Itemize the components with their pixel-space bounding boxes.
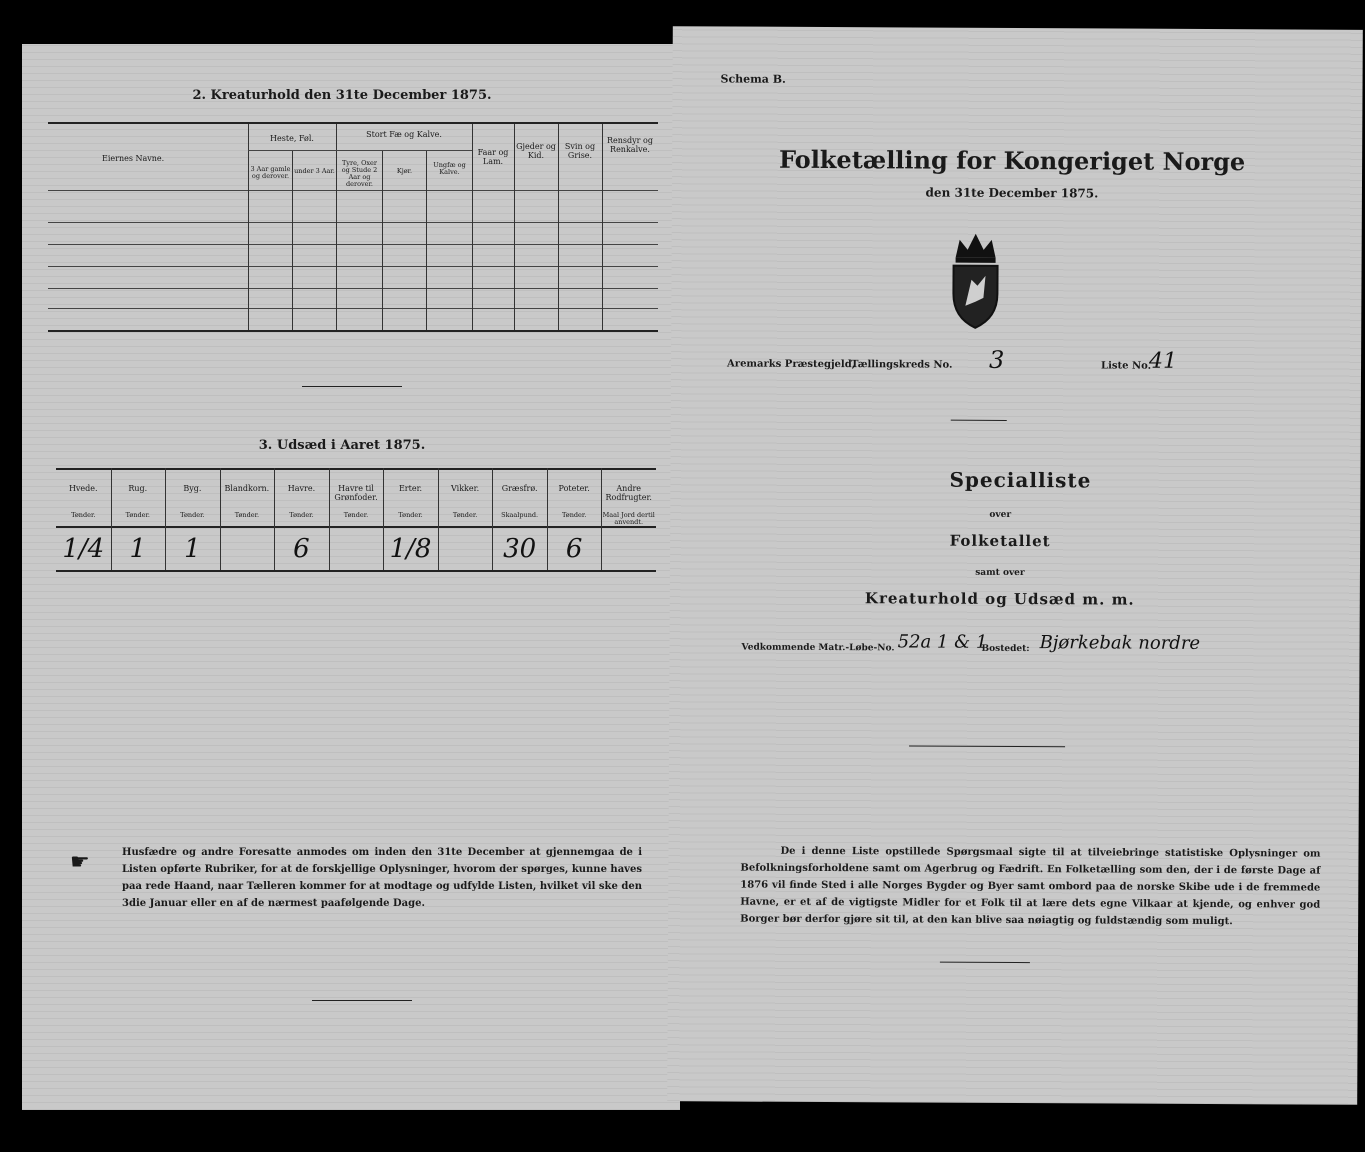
right-page: [667, 26, 1363, 1105]
udsaed-column-unit: Tønder.: [398, 511, 423, 519]
udsaed-column-unit: Tønder.: [125, 511, 150, 519]
matr-label: Vedkommende Matr.-Løbe-No.: [741, 642, 895, 654]
table2-row-line: [48, 244, 658, 245]
coat-of-arms-icon: [947, 228, 1004, 332]
col-line: [336, 124, 337, 330]
list-value: 41: [1149, 348, 1178, 374]
parish-label: Aremarks Præstegjeld,: [727, 358, 856, 371]
udsaed-column-header: Poteter.: [558, 484, 590, 493]
udsaed-value: 6: [565, 534, 583, 564]
udsaed-column-unit: Tønder.: [561, 511, 587, 519]
col-line: [426, 150, 427, 330]
gjeder-header: Gjeder og Kid.: [516, 142, 556, 160]
kreaturhold-label: Kreaturhold og Udsæd m. m.: [864, 589, 1135, 609]
bostedet-value: Bjørkebak nordre: [1039, 632, 1201, 654]
samt-over-label: samt over: [975, 567, 1025, 579]
district-label: Tællingskreds No.: [851, 359, 953, 371]
table2-row-line: [48, 266, 658, 267]
udsaed-column-unit: Tønder.: [452, 511, 478, 519]
table2-row-line: [48, 308, 658, 309]
stort-group-header: Stort Fæ og Kalve.: [366, 130, 442, 139]
owner-header: Eiernes Navne.: [102, 154, 165, 163]
district-value: 3: [989, 345, 1005, 374]
col-line: [382, 150, 383, 330]
col-line: [292, 150, 293, 330]
udsaed-column-unit: Tønder.: [234, 511, 260, 519]
udsaed-column-header: Græsfrø.: [501, 484, 538, 493]
udsaed-value: 1: [129, 534, 147, 564]
heste-under3-header: under 3 Aar.: [294, 167, 335, 175]
ungfae-header: Ungfæ og Kalve.: [433, 161, 466, 176]
table2-row-line: [48, 288, 658, 289]
matr-value: 52a 1 & 1: [897, 631, 988, 653]
group-rule: [248, 150, 472, 151]
faar-header: Faar og Lam.: [477, 148, 509, 166]
heste-group-header: Heste, Føl.: [270, 134, 314, 143]
udsaed-column-unit: Tønder.: [71, 511, 96, 519]
divider: [951, 420, 1007, 421]
main-title: Folketælling for Kongeriget Norge: [778, 144, 1246, 177]
udsaed-column-unit: Tønder.: [343, 511, 369, 519]
heste-3aar-header: 3 Aar gamle og derover.: [250, 165, 291, 180]
col-line: [248, 124, 249, 330]
divider: [940, 962, 1030, 963]
udsaed-value: 1: [184, 534, 201, 564]
udsaed-column-unit: Tønder.: [289, 511, 314, 519]
udsaed-column-header: Hvede.: [68, 484, 98, 493]
udsaed-column-header: Havre til Grønfoder.: [334, 484, 378, 502]
divider: [909, 745, 1065, 747]
udsaed-column-header: Andre Rodfrugter.: [605, 484, 652, 502]
col-line: [602, 124, 603, 330]
udsaed-column-header: Rug.: [128, 484, 148, 493]
tyre-header: Tyre, Oxer og Stude 2 Aar og derover.: [341, 159, 378, 188]
table3-header-rule: [56, 526, 656, 528]
census-date: den 31te December 1875.: [925, 185, 1099, 201]
udsaed-column-header: Vikker.: [451, 484, 480, 493]
section2-title: 2. Kreaturhold den 31te December 1875.: [192, 88, 492, 103]
pointing-hand-icon: ☛: [70, 850, 90, 875]
info-paragraph: De i denne Liste opstillede Spørgsmaal sigte til at tilveiebringe statistiske Oplysninger om Befolkningsforholdene samt om Agerbrug og Fædrift. En Folketælling som den, der i de første Dage af 1876 vil finde Sted i alle Norges Bygder og Byer samt ombord paa de norske Skibe ude i de fremmede Havne, er et af de vigtigste Midler for et Folk til at lære dets egne Vilkaar at kjende, og enhver god Borger bør derfor gjøre sit til, at den kan blive saa nøiagtig og fuldstændig som muligt.: [740, 845, 1321, 928]
udsaed-column-unit: Skaalpund.: [501, 511, 539, 519]
udsaed-column-header: Blandkorn.: [224, 484, 270, 493]
folketallet-label: Folketallet: [949, 531, 1051, 551]
table2-row-line: [48, 222, 658, 223]
section3-title: 3. Udsæd i Aaret 1875.: [258, 438, 426, 453]
udsaed-column-header: Byg.: [183, 484, 202, 493]
svin-header: Svin og Grise.: [564, 142, 596, 160]
udsaed-value: 1/4: [62, 534, 105, 564]
table2-top-rule: [48, 122, 658, 124]
table3-bottom-rule: [56, 570, 656, 572]
divider: [302, 386, 402, 387]
over-label: over: [989, 509, 1012, 520]
udsaed-value: 30: [503, 534, 537, 564]
list-label: Liste No.: [1101, 360, 1152, 372]
udsaed-value: 6: [293, 534, 310, 564]
rensdyr-header: Rensdyr og Renkalve.: [607, 136, 653, 154]
udsaed-column-header: Havre.: [287, 484, 316, 493]
udsaed-column-header: Erter.: [398, 484, 423, 493]
bostedet-label: Bostedet:: [981, 643, 1030, 655]
special-title: Specialliste: [949, 467, 1092, 493]
divider: [312, 1000, 412, 1001]
table3-top-rule: [56, 468, 656, 470]
schema-label: Schema B.: [720, 72, 786, 86]
kjoer-header: Kjør.: [396, 167, 413, 175]
udsaed-column-unit: Tønder.: [180, 511, 205, 519]
left-page: [22, 44, 680, 1110]
udsaed-value: 1/8: [389, 534, 432, 564]
udsaed-column-unit: Maal Jord dertil anvendt.: [602, 511, 655, 526]
notice-text: Husfædre og andre Foresatte anmodes om inden den 31te December at gjennemgaa de i Listen opførte Rubriker, for at de forskjellige Oplysninger, hvorom der spørges, kunne haves paa rede Haand, naar Tælleren kommer for at modtage og udfylde Listen, hvilket vil ske den 3die Januar eller en af de nærmest paafølgende Dage.: [122, 847, 642, 909]
table2-bottom-rule: [48, 330, 658, 332]
table2-header-rule: [48, 190, 658, 191]
